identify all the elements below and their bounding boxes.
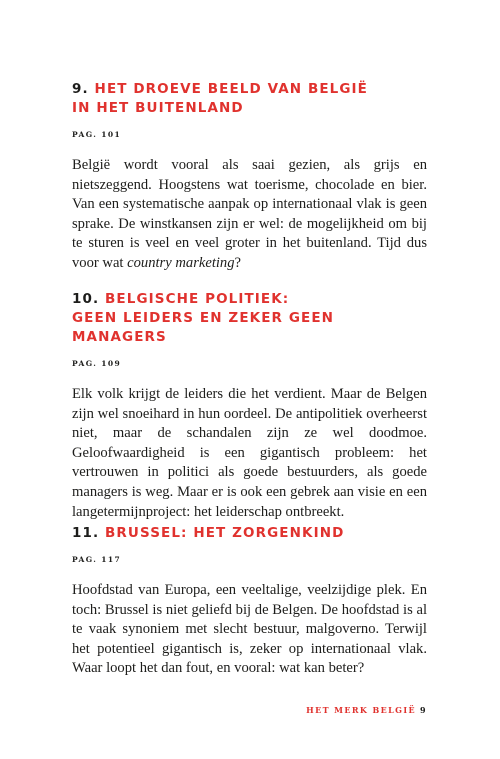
chapter-11 (72, 524, 427, 694)
chapter-title (72, 80, 427, 118)
chapter-number: 10. (72, 291, 100, 307)
summary-text: Elk volk krijgt de leiders die het verdient. Maar de Belgen zijn wel snoeihard in hun oordeel. De antipolitiek overheerst niet, maar de schandalen zijn ze wel doodmoe. Geloofwaardigheid is een gigantisch probleem: het vertrouwen in politici als goede bestuurders, als goede managers is weg. Maar er is ook een gebrek aan visie en een langetermijnproject: het leiderschap ontbreekt. (72, 386, 427, 520)
chapter-title-line: IN HET BUITENLAND (72, 100, 244, 116)
page-reference: PAG. 109 (72, 359, 122, 368)
page-reference: PAG. 117 (72, 555, 122, 564)
chapter-title (72, 524, 427, 543)
chapter-title-line: GEEN LEIDERS EN ZEKER GEEN MANAGERS (72, 310, 335, 345)
summary-emphasis: country marketing (127, 254, 235, 271)
chapter-summary (72, 156, 427, 274)
summary-text: Hoofdstad van Europa, een veeltalige, veelzijdige plek. En toch: Brussel is niet geliefd bij de Belgen. De hoofdstad is al te vaak synoniem met slecht bestuur, malgoverno. Terwijl het potentieel gigantisch is, zeker op internationaal vlak. Waar loopt het dan fout, en vooral: wat kan beter? (72, 582, 427, 677)
page-number: 9 (420, 705, 427, 715)
chapter-9 (72, 80, 427, 288)
chapter-title-line: HET DROEVE BEELD VAN BELGIË (94, 81, 369, 97)
chapter-summary (72, 385, 427, 522)
page-footer (72, 705, 427, 715)
summary-text-end: ? (234, 254, 242, 271)
chapter-title (72, 290, 427, 347)
chapter-number: 9. (72, 81, 89, 97)
chapter-number: 11. (72, 525, 100, 541)
chapter-title-line: BELGISCHE POLITIEK: (105, 291, 290, 307)
chapter-title-line: BRUSSEL: HET ZORGENKIND (105, 525, 345, 541)
page-reference: PAG. 101 (72, 130, 122, 139)
summary-text: België wordt vooral als saai gezien, als grijs en nietszeggend. Hoogstens wat toerisme, chocolade en bier. Van een systematische aanpak op internationaal vlak is geen sprake. De winstkansen zijn er wel: de mogelijkheid om bij te sturen is veel en veel groter in het buitenland. Tijd dus voor wat (72, 157, 427, 271)
chapter-summary (72, 581, 427, 679)
chapter-10 (72, 290, 427, 537)
running-title: HET MERK BELGIË (306, 705, 417, 715)
